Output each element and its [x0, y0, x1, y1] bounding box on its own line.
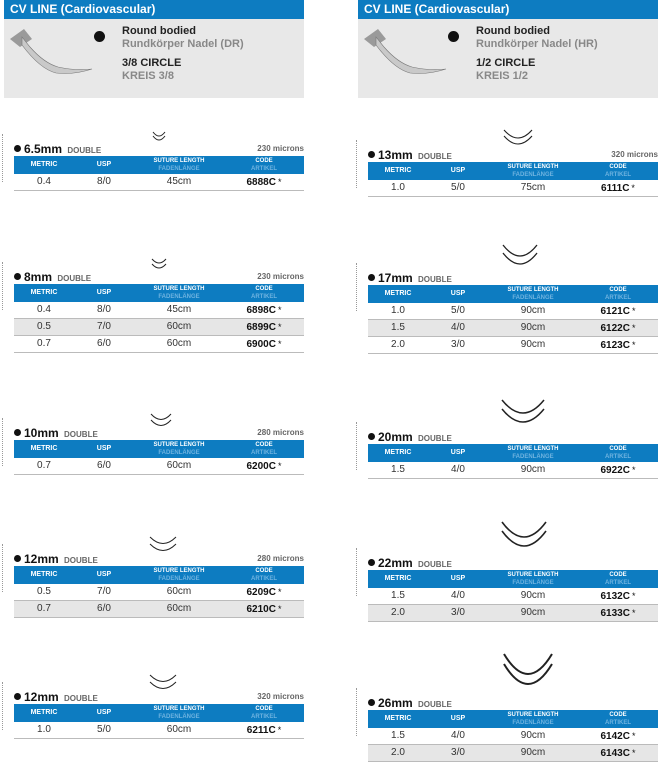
- wire-thickness: 230 microns: [257, 144, 304, 153]
- header-metric: METRIC: [384, 575, 412, 582]
- cell-code: 6132C *: [600, 591, 636, 602]
- table-header: [368, 444, 658, 462]
- needle-size: 20mm DOUBLE: [368, 430, 452, 444]
- needle-curve-icon: [144, 254, 174, 276]
- table-row: [14, 319, 304, 336]
- dotted-divider: [356, 422, 357, 470]
- header-usp: USP: [96, 709, 112, 716]
- table-row: [368, 180, 658, 197]
- wire-thickness: 320 microns: [257, 692, 304, 701]
- header-metric: METRIC: [384, 167, 412, 174]
- cell-metric: 1.0: [37, 724, 51, 735]
- header-code: CODE ARTIKEL: [605, 572, 631, 586]
- catalog-column-left: [4, 0, 304, 767]
- cell-code: 6900C *: [246, 339, 282, 350]
- circle-spec-german: KREIS 1/2: [476, 70, 528, 82]
- cell-metric: 2.0: [391, 747, 405, 758]
- table-header: [14, 704, 304, 722]
- round-body-dot-icon: [94, 31, 105, 42]
- cell-usp: 3/0: [451, 607, 465, 618]
- needle-curve-icon: [498, 518, 550, 564]
- cell-code: 6898C *: [246, 305, 282, 316]
- cell-code: 6111C *: [601, 183, 635, 194]
- circle-spec: 3/8 CIRCLE: [122, 57, 182, 69]
- bullet-icon: [14, 145, 21, 152]
- table-row: [14, 458, 304, 475]
- bullet-icon: [368, 151, 375, 158]
- table-header: [14, 156, 304, 174]
- header-metric: METRIC: [30, 571, 58, 578]
- table-row: [14, 601, 304, 618]
- cell-usp: 7/0: [97, 321, 111, 332]
- cell-code: 6133C *: [600, 608, 636, 619]
- header-suture-length: SUTURE LENGTH FADENLÄNGE: [507, 287, 559, 301]
- cell-metric: 0.7: [37, 603, 51, 614]
- table-row: [368, 588, 658, 605]
- table-header: [368, 570, 658, 588]
- wire-thickness: 280 microns: [257, 554, 304, 563]
- header-code: CODE ARTIKEL: [251, 442, 277, 456]
- cell-length: 90cm: [520, 464, 546, 475]
- cell-usp: 4/0: [451, 590, 465, 601]
- product-block: [358, 255, 658, 365]
- needle-size: 10mm DOUBLE: [14, 426, 98, 440]
- header-suture-length: SUTURE LENGTH FADENLÄNGE: [153, 568, 205, 582]
- dotted-divider: [356, 263, 357, 311]
- cell-code: 6211C *: [246, 725, 282, 736]
- bullet-icon: [368, 433, 375, 440]
- needle-size: 12mm DOUBLE: [14, 690, 98, 704]
- product-block: [358, 414, 658, 484]
- header-suture-length: SUTURE LENGTH FADENLÄNGE: [153, 286, 205, 300]
- needle-curve-icon: [498, 241, 542, 279]
- cell-metric: 1.5: [391, 464, 405, 475]
- bullet-icon: [368, 699, 375, 706]
- cell-length: 60cm: [166, 460, 192, 471]
- needle-size: 8mm DOUBLE: [14, 270, 91, 284]
- cell-metric: 0.4: [37, 304, 51, 315]
- table-row: [368, 462, 658, 479]
- table-row: [368, 337, 658, 354]
- header-metric: METRIC: [384, 715, 412, 722]
- table-header: [368, 710, 658, 728]
- product-block: [4, 254, 304, 364]
- header-suture-length: SUTURE LENGTH FADENLÄNGE: [507, 712, 559, 726]
- wire-thickness: 230 microns: [257, 272, 304, 281]
- table-row: [14, 584, 304, 601]
- needle-spec-panel: [4, 19, 304, 98]
- header-usp: USP: [450, 290, 466, 297]
- cell-code: 6888C *: [246, 177, 282, 188]
- bullet-icon: [14, 555, 21, 562]
- table-header: [368, 285, 658, 303]
- section-title: CV LINE (Cardiovascular): [4, 0, 304, 19]
- needle-curve-icon: [144, 530, 182, 560]
- cell-code: 6143C *: [600, 748, 636, 759]
- dotted-divider: [2, 682, 3, 730]
- body-type: Round bodied: [476, 25, 550, 37]
- cell-length: 90cm: [520, 730, 546, 741]
- header-usp: USP: [96, 445, 112, 452]
- cell-length: 60cm: [166, 586, 192, 597]
- header-code: CODE ARTIKEL: [251, 568, 277, 582]
- header-code: CODE ARTIKEL: [605, 712, 631, 726]
- cell-length: 90cm: [520, 322, 546, 333]
- cell-usp: 6/0: [97, 460, 111, 471]
- needle-size: 22mm DOUBLE: [368, 556, 452, 570]
- circle-spec-german: KREIS 3/8: [122, 70, 174, 82]
- body-type-german: Rundkörper Nadel (DR): [122, 38, 244, 50]
- needle-size: 13mm DOUBLE: [368, 148, 452, 162]
- cell-metric: 1.0: [391, 182, 405, 193]
- header-code: CODE ARTIKEL: [605, 446, 631, 460]
- needle-size: 6.5mm DOUBLE: [14, 142, 101, 156]
- bullet-icon: [14, 693, 21, 700]
- cell-usp: 7/0: [97, 586, 111, 597]
- table-row: [14, 722, 304, 739]
- wire-thickness: 320 microns: [611, 150, 658, 159]
- bullet-icon: [14, 429, 21, 436]
- cell-usp: 6/0: [97, 603, 111, 614]
- cell-length: 90cm: [520, 305, 546, 316]
- header-usp: USP: [96, 161, 112, 168]
- table-row: [14, 174, 304, 191]
- needle-illustration-icon: [362, 23, 452, 87]
- cell-usp: 8/0: [97, 304, 111, 315]
- bullet-icon: [368, 274, 375, 281]
- product-block: [4, 674, 304, 744]
- cell-length: 60cm: [166, 724, 192, 735]
- cell-usp: 3/0: [451, 747, 465, 758]
- cell-usp: 5/0: [451, 305, 465, 316]
- cell-metric: 0.4: [37, 176, 51, 187]
- cell-length: 90cm: [520, 339, 546, 350]
- header-suture-length: SUTURE LENGTH FADENLÄNGE: [507, 164, 559, 178]
- header-code: CODE ARTIKEL: [251, 706, 277, 720]
- table-header: [14, 440, 304, 458]
- header-metric: METRIC: [30, 161, 58, 168]
- table-header: [368, 162, 658, 180]
- table-header: [14, 566, 304, 584]
- cell-code: 6899C *: [246, 322, 282, 333]
- header-metric: METRIC: [30, 709, 58, 716]
- needle-illustration-icon: [8, 23, 98, 87]
- cell-code: 6123C *: [600, 340, 636, 351]
- cell-metric: 0.5: [37, 321, 51, 332]
- needle-size: 17mm DOUBLE: [368, 271, 452, 285]
- cell-usp: 5/0: [451, 182, 465, 193]
- needle-curve-icon: [498, 650, 558, 706]
- cell-length: 90cm: [520, 607, 546, 618]
- dotted-divider: [356, 688, 357, 736]
- cell-metric: 0.7: [37, 338, 51, 349]
- cell-usp: 4/0: [451, 464, 465, 475]
- cell-metric: 2.0: [391, 339, 405, 350]
- cell-code: 6200C *: [246, 461, 282, 472]
- cell-length: 75cm: [520, 182, 546, 193]
- cell-code: 6121C *: [600, 306, 636, 317]
- header-usp: USP: [450, 449, 466, 456]
- cell-length: 45cm: [166, 304, 192, 315]
- cell-code: 6142C *: [600, 731, 636, 742]
- cell-code: 6209C *: [246, 587, 282, 598]
- header-suture-length: SUTURE LENGTH FADENLÄNGE: [507, 446, 559, 460]
- cell-metric: 1.5: [391, 730, 405, 741]
- header-code: CODE ARTIKEL: [605, 287, 631, 301]
- table-row: [368, 303, 658, 320]
- header-suture-length: SUTURE LENGTH FADENLÄNGE: [153, 706, 205, 720]
- cell-code: 6122C *: [600, 323, 636, 334]
- cell-code: 6210C *: [246, 604, 282, 615]
- table-header: [14, 284, 304, 302]
- cell-metric: 0.7: [37, 460, 51, 471]
- needle-spec-panel: [358, 19, 658, 98]
- cell-code: 6922C *: [600, 465, 636, 476]
- cell-length: 45cm: [166, 176, 192, 187]
- cell-usp: 5/0: [97, 724, 111, 735]
- table-row: [14, 336, 304, 353]
- cell-metric: 1.0: [391, 305, 405, 316]
- circle-spec: 1/2 CIRCLE: [476, 57, 536, 69]
- header-suture-length: SUTURE LENGTH FADENLÄNGE: [153, 442, 205, 456]
- table-row: [14, 302, 304, 319]
- cell-length: 60cm: [166, 321, 192, 332]
- bullet-icon: [14, 273, 21, 280]
- needle-curve-icon: [144, 128, 174, 148]
- header-metric: METRIC: [30, 289, 58, 296]
- product-block: [358, 680, 658, 766]
- product-block: [358, 540, 658, 630]
- cell-metric: 0.5: [37, 586, 51, 597]
- needle-curve-icon: [498, 126, 538, 156]
- needle-size: 12mm DOUBLE: [14, 552, 98, 566]
- round-body-dot-icon: [448, 31, 459, 42]
- header-usp: USP: [450, 715, 466, 722]
- header-code: CODE ARTIKEL: [251, 158, 277, 172]
- cell-usp: 4/0: [451, 322, 465, 333]
- header-metric: METRIC: [384, 290, 412, 297]
- dotted-divider: [2, 134, 3, 182]
- dotted-divider: [2, 544, 3, 592]
- cell-usp: 4/0: [451, 730, 465, 741]
- cell-usp: 6/0: [97, 338, 111, 349]
- table-row: [368, 745, 658, 762]
- header-usp: USP: [96, 289, 112, 296]
- cell-metric: 1.5: [391, 322, 405, 333]
- cell-metric: 2.0: [391, 607, 405, 618]
- catalog-column-right: [358, 0, 658, 767]
- cell-metric: 1.5: [391, 590, 405, 601]
- header-suture-length: SUTURE LENGTH FADENLÄNGE: [507, 572, 559, 586]
- product-block: [4, 410, 304, 480]
- header-suture-length: SUTURE LENGTH FADENLÄNGE: [153, 158, 205, 172]
- dotted-divider: [2, 418, 3, 466]
- cell-usp: 3/0: [451, 339, 465, 350]
- cell-length: 60cm: [166, 338, 192, 349]
- table-row: [368, 320, 658, 337]
- cell-usp: 8/0: [97, 176, 111, 187]
- header-code: CODE ARTIKEL: [605, 164, 631, 178]
- dotted-divider: [356, 140, 357, 188]
- cell-length: 90cm: [520, 747, 546, 758]
- body-type-german: Rundkörper Nadel (HR): [476, 38, 598, 50]
- header-metric: METRIC: [384, 449, 412, 456]
- product-block: [358, 132, 658, 202]
- table-row: [368, 605, 658, 622]
- cell-length: 90cm: [520, 590, 546, 601]
- needle-curve-icon: [144, 408, 178, 434]
- dotted-divider: [356, 548, 357, 596]
- section-title: CV LINE (Cardiovascular): [358, 0, 658, 19]
- header-usp: USP: [96, 571, 112, 578]
- cell-length: 60cm: [166, 603, 192, 614]
- body-type: Round bodied: [122, 25, 196, 37]
- header-usp: USP: [450, 575, 466, 582]
- product-block: [4, 536, 304, 626]
- header-metric: METRIC: [30, 445, 58, 452]
- header-code: CODE ARTIKEL: [251, 286, 277, 300]
- needle-curve-icon: [498, 396, 548, 438]
- product-block: [4, 126, 304, 196]
- wire-thickness: 280 microns: [257, 428, 304, 437]
- needle-size: 26mm DOUBLE: [368, 696, 452, 710]
- needle-curve-icon: [144, 668, 182, 698]
- bullet-icon: [368, 559, 375, 566]
- dotted-divider: [2, 262, 3, 310]
- table-row: [368, 728, 658, 745]
- header-usp: USP: [450, 167, 466, 174]
